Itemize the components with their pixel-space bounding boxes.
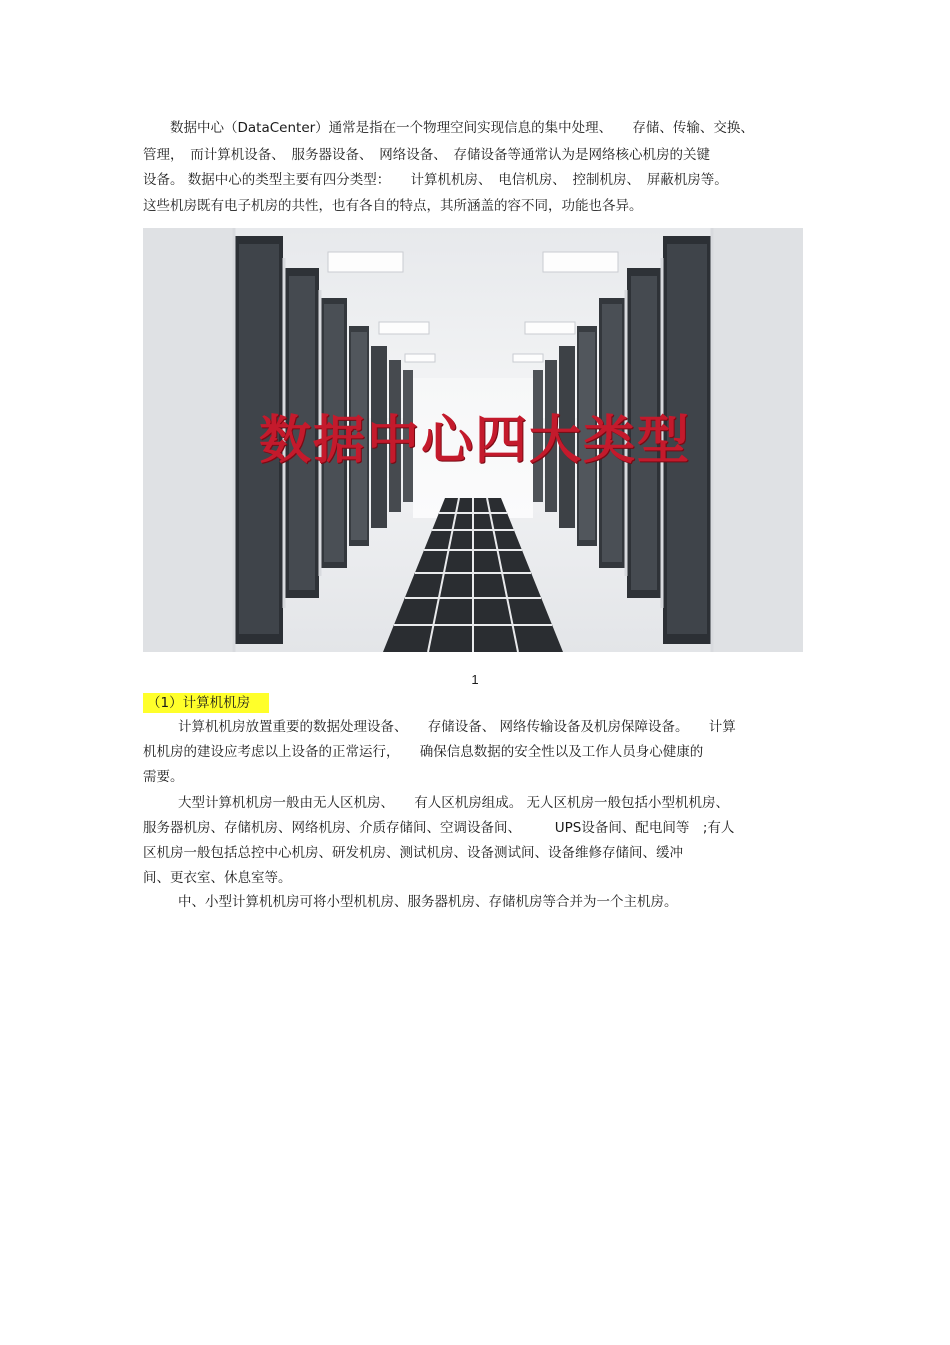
section1-p1-line-2: 机机房的建设应考虑以上设备的正常运行， 确保信息数据的安全性以及工作人员身心健康的	[143, 744, 704, 760]
photo-overlay-title: 数据中心四大类型	[258, 410, 691, 471]
section1-p2-line-3: 区机房一般包括总控中心机房、研发机房、测试机房、设备测试间、设备维修存储间、缓冲	[143, 845, 683, 861]
intro-line-3: 设备。 数据中心的类型主要有四分类型： 计算机机房、 电信机房、 控制机房、 屏蔽机房等。	[143, 172, 728, 188]
section1-p2-line-1: 大型计算机机房一般由无人区机房、 有人区机房组成。 无人区机房一般包括小型机机房、	[178, 795, 730, 811]
intro-line-2: 管理， 而计算机设备、 服务器设备、 网络设备、 存储设备等通常认为是网络核心机房的关键	[143, 147, 710, 163]
section1-p2-line-4: 间、更衣室、休息室等。	[143, 870, 292, 886]
section1-p1-line-1: 计算机机房放置重要的数据处理设备、 存储设备、 网络传输设备及机房保障设备。 计算	[178, 719, 736, 735]
section1-p3-line-1: 中、小型计算机机房可将小型机机房、服务器机房、存储机房等合并为一个主机房。	[178, 894, 678, 910]
intro-line-4: 这些机房既有电子机房的共性，也有各自的特点，其所涵盖的容不同，功能也各异。	[143, 198, 643, 214]
section-heading: （1）计算机机房	[143, 693, 269, 713]
section1-p1-line-3: 需要。	[143, 769, 184, 785]
page-number: 1	[471, 672, 479, 687]
section1-p2-line-2: 服务器机房、存储机房、网络机房、介质存储间、空调设备间、 UPS设备间、配电间等 ;有人	[143, 820, 735, 836]
intro-line-1: 数据中心（DataCenter）通常是指在一个物理空间实现信息的集中处理、 存储、传输、交换、	[170, 120, 754, 136]
